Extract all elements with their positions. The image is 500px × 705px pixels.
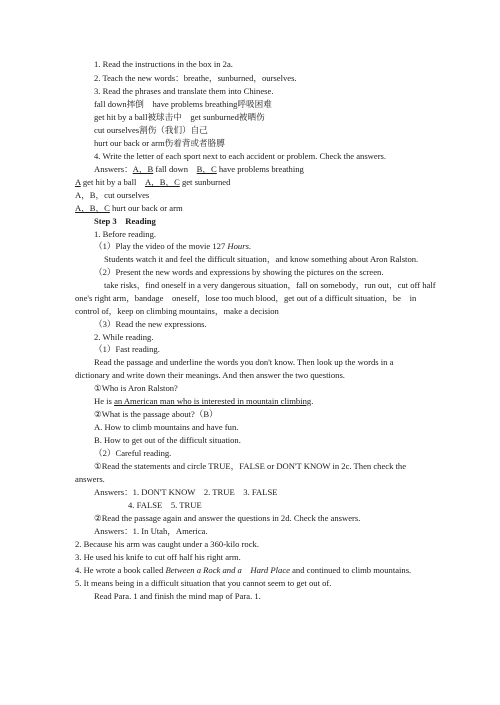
- qa-answer-2: 2. Because his arm was caught under a 360-kilo rock.: [75, 539, 259, 549]
- phrase-line-1: fall down摔倒 have problems breathing呼吸困难: [94, 99, 272, 109]
- qa-answer-3: 3. He used his knife to cut off half his right arm.: [75, 552, 241, 562]
- tf-answers-line-1: Answers：1. DON'T KNOW 2. TRUE 3. FALSE: [94, 487, 278, 497]
- qa-answer-4: 4. He wrote a book called Between a Rock and a Hard Place and continued to climb mountains.: [75, 565, 412, 575]
- careful-reading-line: （2）Careful reading.: [94, 448, 172, 458]
- question-2: ②What is the passage about?（B）: [94, 409, 218, 419]
- qa-answer-1: Answers：1. In Utah，America.: [94, 526, 208, 536]
- passage-line-1: Read the passage and underline the words you don't know. Then look up the words in a: [94, 357, 394, 367]
- instruction-line-4: 4. Write the letter of each sport next to each accident or problem. Check the answers.: [94, 151, 387, 161]
- qa-answer-5: 5. It means being in a difficult situation that you cannot seem to get out of.: [75, 578, 332, 588]
- option-a: A. How to climb mountains and have fun.: [94, 422, 239, 432]
- tf-answers-line-2: 4. FALSE 5. TRUE: [128, 500, 202, 510]
- question-1: ①Who is Aron Ralston?: [94, 383, 178, 393]
- video-line: （1）Play the video of the movie 127 Hours.: [94, 241, 252, 251]
- step-heading: Step 3 Reading: [94, 216, 156, 226]
- instruction-line-2: 2. Teach the new words：breathe，sunburned，ourselves.: [94, 73, 297, 83]
- phrase-line-3: cut ourselves割伤（我们）自己: [94, 125, 208, 135]
- expressions-line-3: control of，keep on climbing mountains，make a decision: [75, 306, 279, 316]
- answer-1: He is an American man who is interested in mountain climbing.: [94, 396, 314, 406]
- answers-line-4: A，B，C hurt our back or arm: [75, 203, 183, 213]
- answers-line-2: A get hit by a ball A，B，C get sunburned: [75, 177, 231, 187]
- expressions-line-2: one's right arm，bandage oneself，lose too much blood，get out of a difficult situation，be in: [75, 293, 417, 303]
- students-watch-line: Students watch it and feel the difficult situation，and know something about Aron Ralston.: [104, 254, 419, 264]
- instruction-line-1: 1. Read the instructions in the box in 2a.: [94, 59, 233, 69]
- instruction-line-3: 3. Read the phrases and translate them into Chinese.: [94, 86, 274, 96]
- fast-reading-line: （1）Fast reading.: [94, 344, 160, 354]
- passage-line-2: dictionary and write down their meanings. And then answer the two questions.: [75, 370, 345, 380]
- statements-line-2: answers.: [75, 474, 105, 484]
- section-while-reading: 2. While reading.: [94, 332, 154, 342]
- answers-line-3: A，B，cut ourselves: [75, 190, 150, 200]
- expressions-line-1: take risks，find oneself in a very dangerous situation，fall on somebody，run out，cut off half: [104, 280, 436, 290]
- questions-2d-line: ②Read the passage again and answer the questions in 2d. Check the answers.: [94, 513, 361, 523]
- statements-line-1: ①Read the statements and circle TRUE，FALSE or DON'T KNOW in 2c. Then check the: [94, 461, 407, 471]
- read-expressions-line: （3）Read the new expressions.: [94, 319, 207, 329]
- answers-line-1: Answers：A，B fall down B，C have problems breathing: [94, 164, 304, 174]
- phrase-line-2: get hit by a ball被球击中 get sunburned被晒伤: [94, 112, 265, 122]
- present-words-line: （2）Present the new words and expressions by showing the pictures on the screen.: [94, 267, 384, 277]
- phrase-line-4: hurt our back or arm伤着背或者胳膊: [94, 138, 225, 148]
- option-b: B. How to get out of the difficult situation.: [94, 435, 241, 445]
- mind-map-line: Read Para. 1 and finish the mind map of Para. 1.: [94, 591, 261, 601]
- section-before-reading: 1. Before reading.: [94, 229, 157, 239]
